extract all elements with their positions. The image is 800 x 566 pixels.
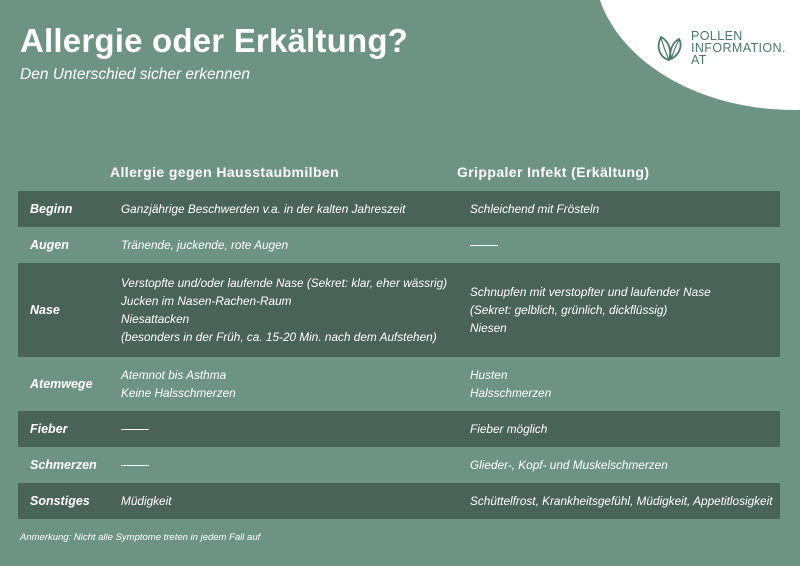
cold-text-line: Schüttelfrost, Krankheitsgefühl, Müdigkeit, Appetitlosigkeit bbox=[470, 494, 773, 508]
row-label: Schmerzen bbox=[30, 458, 97, 472]
allergy-text-line: Jucken im Nasen-Rachen-Raum bbox=[121, 294, 292, 308]
footnote: Anmerkung: Nicht alle Symptome treten in jedem Fall auf bbox=[20, 532, 261, 543]
cold-cell bbox=[470, 483, 780, 519]
cold-cell bbox=[470, 447, 780, 483]
row-label: Sonstiges bbox=[30, 494, 90, 508]
allergy-text-line: Verstopfte und/oder laufende Nase (Sekret: klar, eher wässrig) bbox=[121, 276, 448, 290]
cold-cell bbox=[470, 357, 780, 411]
cold-text-line: Schleichend mit Frösteln bbox=[470, 202, 600, 216]
table-row bbox=[18, 483, 780, 519]
row-label: Atemwege bbox=[30, 377, 93, 391]
table-row bbox=[18, 357, 780, 411]
cold-cell bbox=[470, 263, 780, 357]
column-header-cold: Grippaler Infekt (Erkältung) bbox=[457, 164, 650, 180]
cold-text-line: (Sekret: gelblich, grünlich, dickflüssig) bbox=[470, 303, 668, 317]
logo-line-2: INFORMATION. bbox=[691, 41, 786, 55]
allergy-cell bbox=[121, 483, 470, 519]
table-row bbox=[18, 227, 780, 263]
cold-cell bbox=[470, 191, 780, 227]
logo[interactable] bbox=[655, 30, 786, 66]
cold-text-line: Husten bbox=[470, 368, 508, 382]
allergy-cell bbox=[121, 447, 470, 483]
allergy-cell bbox=[121, 227, 470, 263]
cold-cell bbox=[470, 227, 780, 263]
logo-text bbox=[691, 30, 786, 66]
cold-text-line: Glieder-, Kopf- und Muskelschmerzen bbox=[470, 458, 668, 472]
allergy-text-line: Keine Halsschmerzen bbox=[121, 386, 236, 400]
cold-text-line: Halsschmerzen bbox=[470, 386, 552, 400]
allergy-text-line: (besonders in der Früh, ca. 15-20 Min. nach dem Aufstehen) bbox=[121, 330, 437, 344]
allergy-text-line: Müdigkeit bbox=[121, 494, 172, 508]
table-row bbox=[18, 191, 780, 227]
column-header-allergy: Allergie gegen Hausstaubmilben bbox=[110, 164, 340, 180]
cold-text-line: Schnupfen mit verstopfter und laufender Nase bbox=[470, 285, 711, 299]
empty-dash bbox=[470, 245, 498, 246]
allergy-text-line: Niesattacken bbox=[121, 312, 190, 326]
cold-cell bbox=[470, 411, 780, 447]
allergy-cell bbox=[121, 411, 470, 447]
page-title: Allergie oder Erkältung? bbox=[20, 22, 409, 59]
logo-line-3: AT bbox=[691, 53, 707, 67]
allergy-cell bbox=[121, 263, 470, 357]
allergy-text-line: Atemnot bis Asthma bbox=[121, 368, 227, 382]
empty-dash bbox=[121, 465, 149, 466]
comparison-table bbox=[18, 191, 780, 519]
empty-dash bbox=[121, 429, 149, 430]
page-subtitle: Den Unterschied sicher erkennen bbox=[20, 66, 251, 83]
table-row bbox=[18, 263, 780, 357]
allergy-text-line: Ganzjährige Beschwerden v.a. in der kalten Jahreszeit bbox=[121, 202, 406, 216]
allergy-cell bbox=[121, 357, 470, 411]
row-label: Fieber bbox=[30, 422, 68, 436]
row-label: Nase bbox=[30, 303, 60, 317]
table-row bbox=[18, 411, 780, 447]
cold-text-line: Fieber möglich bbox=[470, 422, 548, 436]
row-label: Beginn bbox=[30, 202, 73, 216]
row-label: Augen bbox=[30, 238, 69, 252]
cold-text-line: Niesen bbox=[470, 321, 507, 335]
leaf-icon bbox=[655, 33, 685, 63]
logo-line-1: POLLEN bbox=[691, 29, 743, 43]
allergy-text-line: Tränende, juckende, rote Augen bbox=[121, 238, 289, 252]
allergy-cell bbox=[121, 191, 470, 227]
table-row bbox=[18, 447, 780, 483]
